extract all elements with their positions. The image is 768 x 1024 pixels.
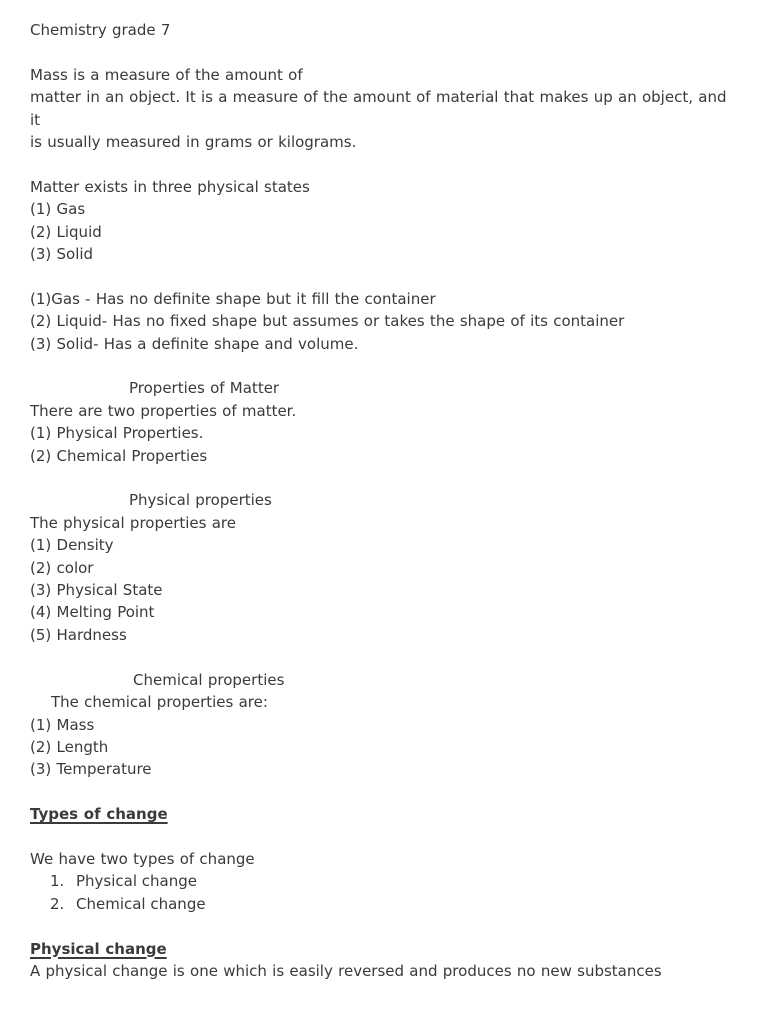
physical-change-heading-line [30, 938, 738, 960]
property-item: (1) Physical Properties. [30, 424, 204, 443]
physical-properties-intro: The physical properties are [30, 513, 236, 532]
state-item: (1) Gas [30, 200, 86, 219]
spacer [30, 467, 738, 489]
physical-change-heading: Physical change [30, 939, 167, 958]
document-body [30, 19, 738, 982]
chemical-property-item: (1) Mass [30, 715, 95, 734]
types-of-change-heading: Types of change [30, 805, 168, 824]
physical-property-item: (3) Physical State [30, 581, 163, 600]
list-label: Chemical change [76, 894, 206, 913]
mass-line-3: is usually measured in grams or kilograms. [30, 133, 357, 152]
spacer [30, 781, 738, 803]
state-description: (2) Liquid- Has no fixed shape but assumes or takes the shape of its container [30, 312, 625, 331]
spacer [30, 826, 738, 848]
types-of-change-list [30, 870, 738, 915]
properties-of-matter-intro: There are two properties of matter. [30, 401, 297, 420]
list-number: 1. [50, 872, 65, 891]
chemical-properties-heading: Chemical properties [133, 670, 285, 689]
list-item [50, 870, 738, 892]
list-label: Physical change [76, 872, 197, 891]
chemical-property-item: (3) Temperature [30, 760, 152, 779]
spacer [30, 646, 738, 668]
mass-line-2: matter in an object. It is a measure of the amount of material that makes up an object, and it [30, 88, 732, 129]
states-intro: Matter exists in three physical states [30, 177, 310, 196]
physical-property-item: (2) color [30, 558, 94, 577]
chemical-property-item: (2) Length [30, 737, 109, 756]
chemical-properties-intro: The chemical properties are: [51, 693, 268, 712]
physical-properties-heading: Physical properties [129, 491, 272, 510]
types-of-change-heading-line [30, 803, 738, 825]
state-item: (3) Solid [30, 245, 94, 264]
physical-property-item: (4) Melting Point [30, 603, 155, 622]
list-number: 2. [50, 894, 65, 913]
physical-property-item: (1) Density [30, 536, 114, 555]
properties-of-matter-heading: Properties of Matter [129, 379, 280, 398]
spacer [30, 153, 738, 175]
state-item: (2) Liquid [30, 222, 102, 241]
spacer [30, 265, 738, 287]
types-of-change-intro: We have two types of change [30, 849, 255, 868]
document-title: Chemistry grade 7 [30, 21, 171, 39]
physical-change-text: A physical change is one which is easily reversed and produces no new substances [30, 961, 662, 980]
list-item [50, 893, 738, 915]
physical-property-item: (5) Hardness [30, 625, 127, 644]
property-item: (2) Chemical Properties [30, 446, 208, 465]
spacer [30, 915, 738, 937]
mass-line-1: Mass is a measure of the amount of [30, 65, 303, 84]
spacer [30, 41, 738, 63]
state-description: (1)Gas - Has no definite shape but it fill the container [30, 289, 436, 308]
spacer [30, 355, 738, 377]
state-description: (3) Solid- Has a definite shape and volume. [30, 334, 359, 353]
